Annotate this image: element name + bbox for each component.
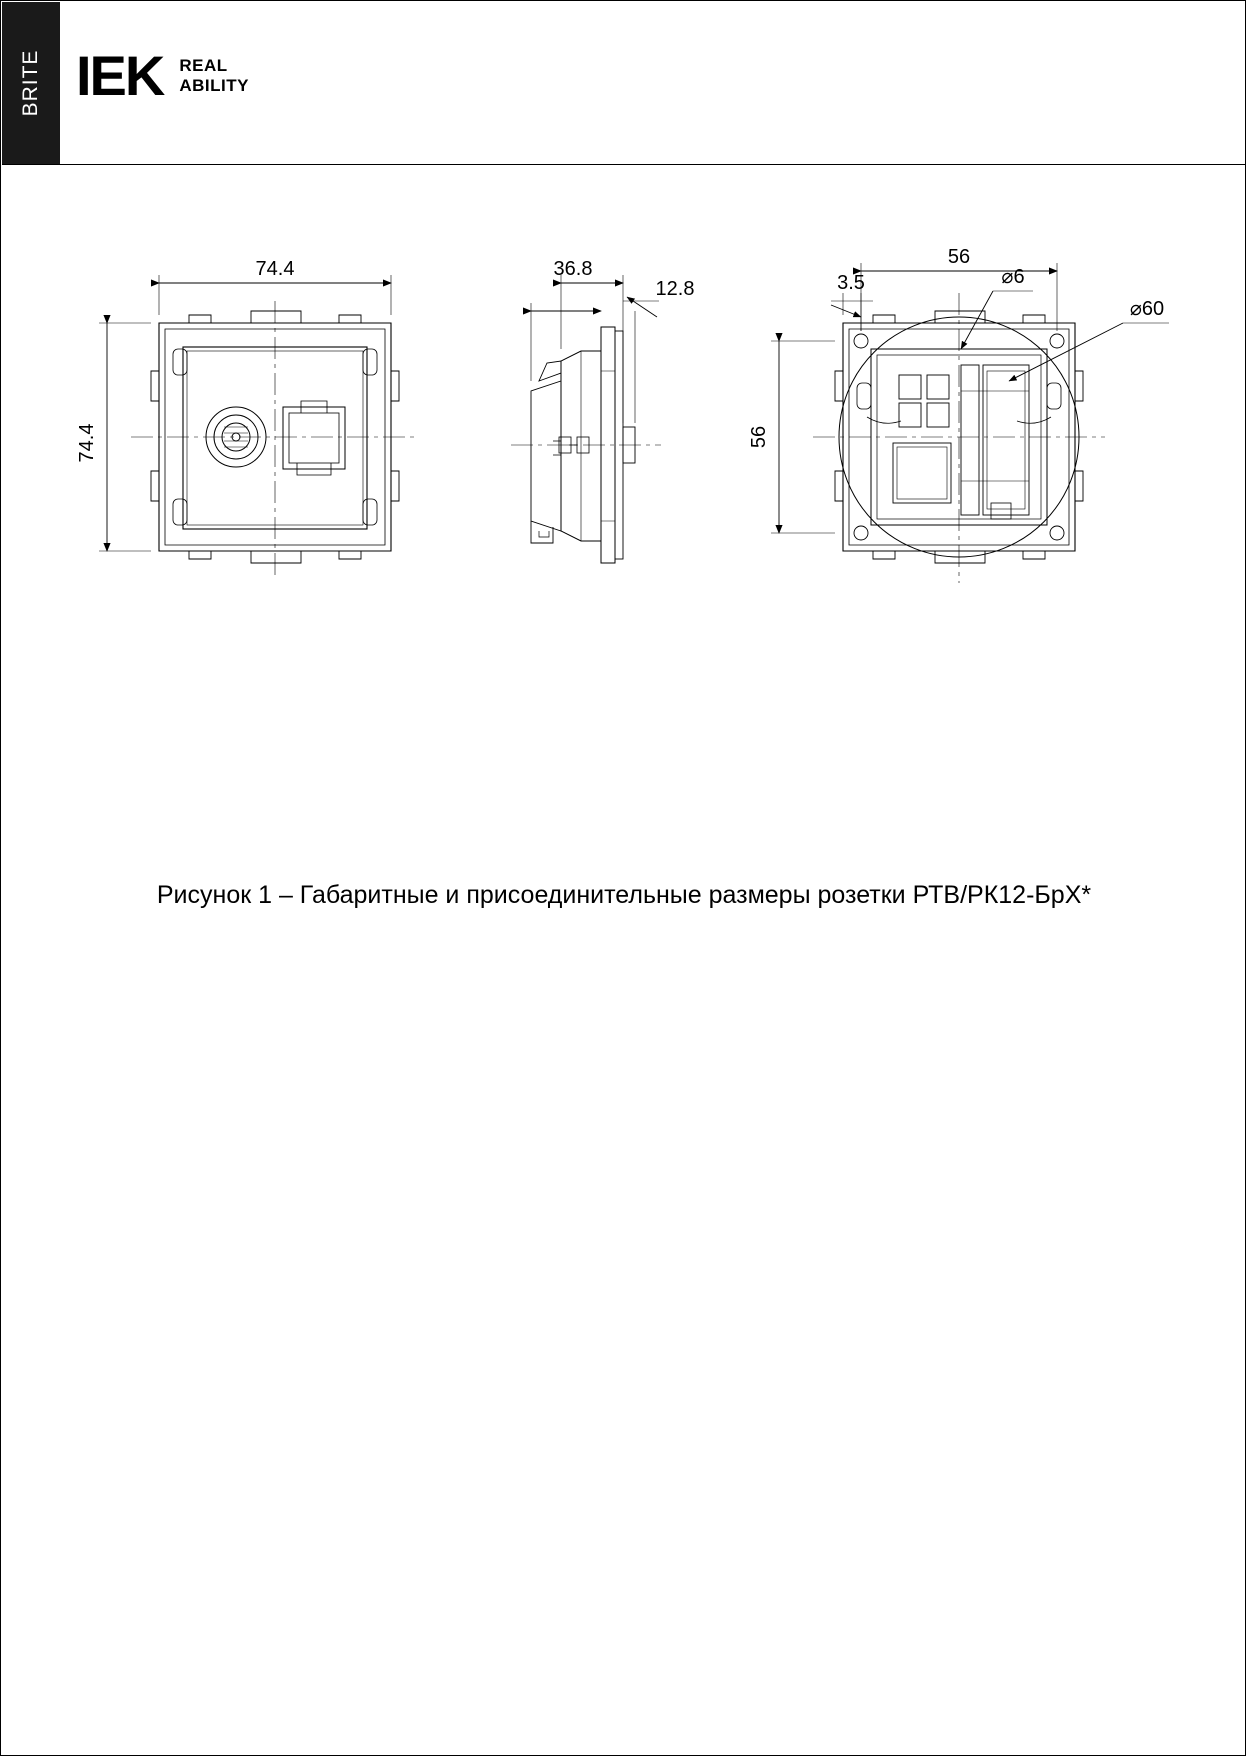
brand-claim-line-2: ABILITY: [179, 76, 249, 95]
series-tab: [2, 2, 60, 164]
svg-text:36.8: 36.8: [553, 258, 593, 280]
figure-caption: Рисунок 1 – Габаритные и присоединительные размеры розетки РТВ/РК12-БрХ*: [156, 881, 1092, 909]
iek-logo-text: IEK: [76, 44, 164, 107]
svg-text:56: 56: [947, 246, 971, 268]
svg-text:12.8: 12.8: [655, 278, 695, 300]
series-tab-label: BRITE: [19, 49, 42, 117]
header-divider: [2, 164, 1246, 165]
svg-text:⌀6: ⌀6: [1001, 266, 1025, 288]
brand-claim-line-1: REAL: [179, 56, 228, 76]
rear-view: [748, 246, 1169, 583]
side-view: [511, 258, 694, 563]
svg-text:74.4: 74.4: [76, 423, 98, 463]
svg-text:56: 56: [748, 425, 770, 449]
technical-drawing: [61, 231, 1181, 631]
svg-text:⌀60: ⌀60: [1129, 298, 1165, 320]
brand-claim: [179, 56, 249, 95]
svg-text:3.5: 3.5: [837, 272, 865, 294]
brand-logo: [76, 43, 249, 109]
svg-text:74.4: 74.4: [255, 258, 295, 280]
front-view: [76, 258, 417, 576]
